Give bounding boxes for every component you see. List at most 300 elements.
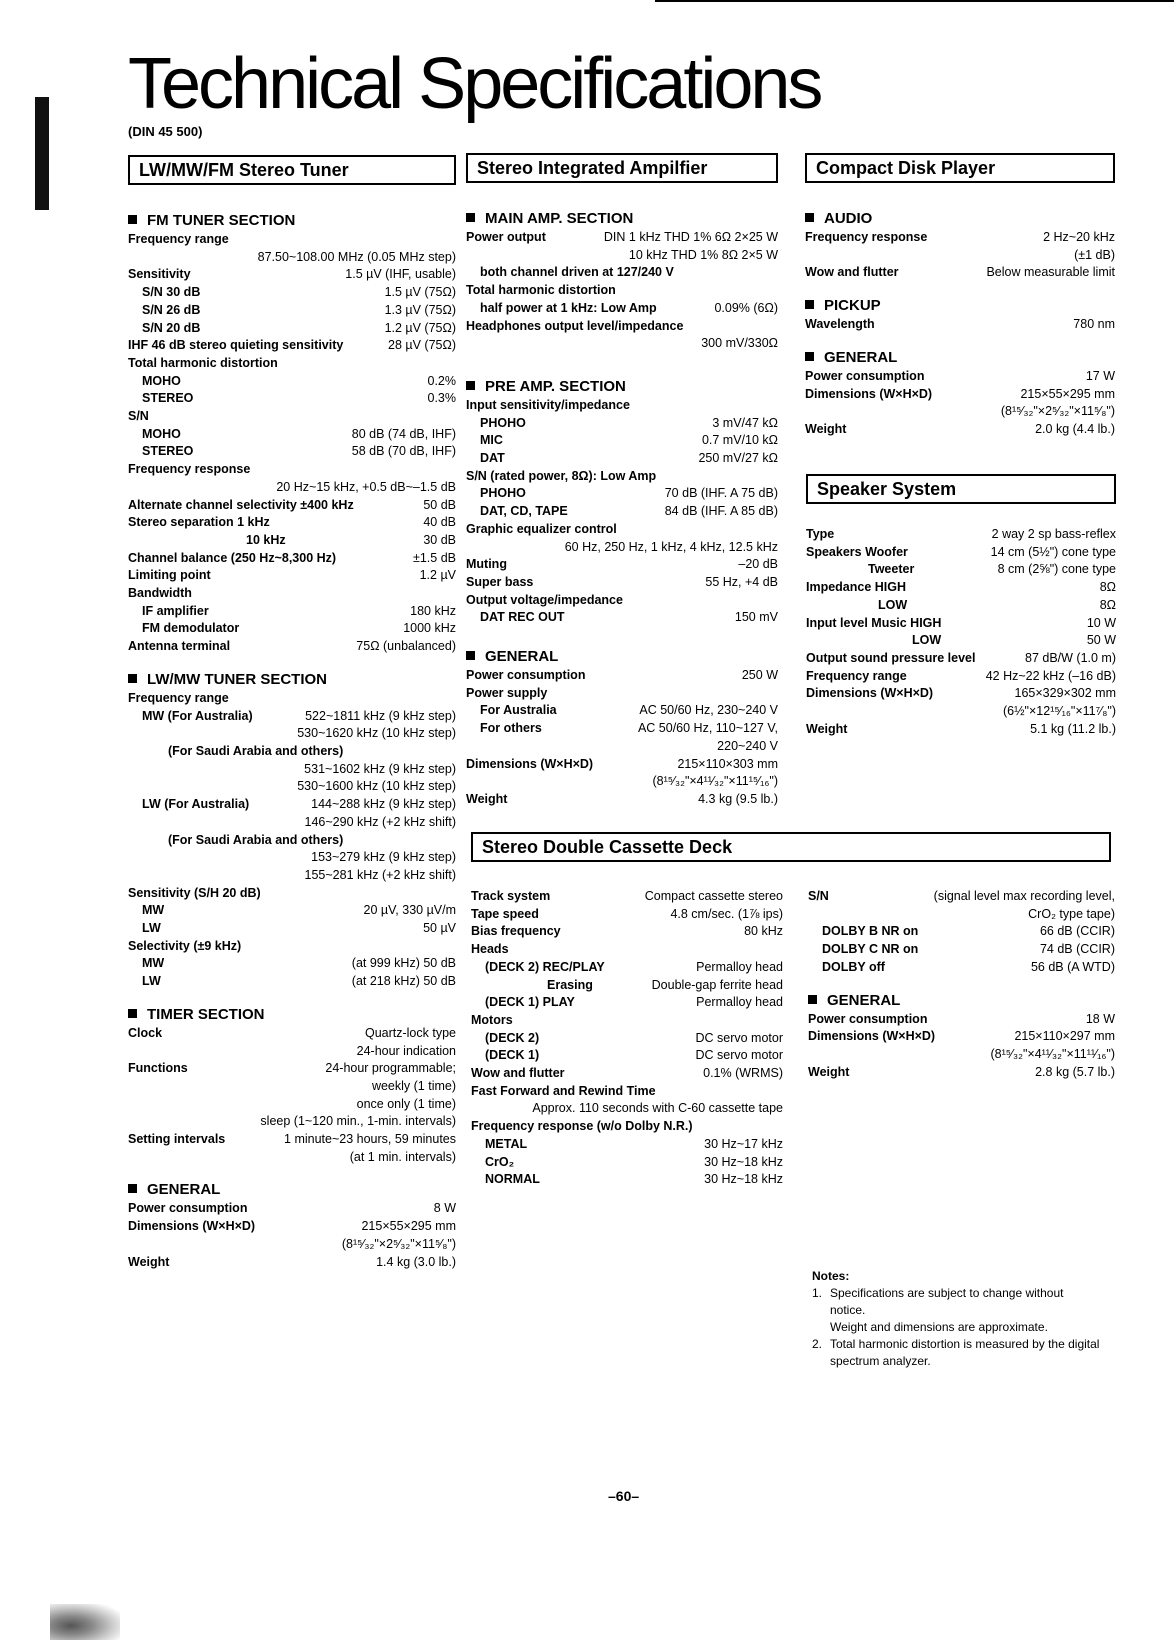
amp-heading: Stereo Integrated Ampilfier — [466, 153, 778, 183]
spec-value: Permalloy head — [696, 959, 783, 974]
spec-value: (at 1 min. intervals) — [349, 1149, 456, 1164]
spec-row — [808, 1028, 1115, 1046]
spec-value: 300 mV/330Ω — [701, 336, 778, 351]
spec-row — [128, 920, 456, 938]
spec-value: 1.5 µV (IHF, usable) — [345, 267, 456, 282]
spec-label: Weight — [466, 791, 508, 806]
spec-row — [128, 284, 456, 302]
tuner-heading: LW/MW/FM Stereo Tuner — [128, 155, 456, 185]
spec-value: 1.5 µV (75Ω) — [384, 285, 456, 300]
spec-label: For Australia — [480, 703, 557, 718]
spec-label: S/N (rated power, 8Ω): Low Amp — [466, 468, 657, 483]
spec-value: 0.7 mV/10 kΩ — [701, 433, 778, 448]
spec-value: 8Ω — [1099, 597, 1116, 612]
spec-row — [466, 667, 778, 685]
spec-label: Motors — [471, 1012, 513, 1027]
spec-row — [128, 973, 456, 991]
spec-value: 522~1811 kHz (9 kHz step) — [305, 708, 456, 723]
spec-value: 215×110×303 mm — [677, 756, 778, 771]
spec-row — [128, 337, 456, 355]
spec-row — [471, 888, 783, 906]
spec-value: 84 dB (IHF. A 85 dB) — [664, 504, 778, 519]
spec-label: Frequency response — [128, 462, 251, 477]
spec-value: (6½"×12¹⁵⁄₁₆"×11⁷⁄₈") — [1003, 704, 1116, 719]
spec-row — [466, 574, 778, 592]
spec-value: (8¹⁵⁄₃₂"×4¹¹⁄₃₂"×11¹⁵⁄₁₆") — [652, 774, 778, 789]
spec-label: (DECK 1) PLAY — [485, 995, 575, 1010]
spec-row — [466, 609, 778, 627]
speaker-heading: Speaker System — [806, 474, 1116, 504]
spec-row — [806, 526, 1116, 544]
spec-value: 75Ω (unbalanced) — [356, 639, 456, 654]
spec-row — [471, 977, 783, 995]
spec-label: Channel balance (250 Hz~8,300 Hz) — [128, 550, 337, 565]
spec-value: (±1 dB) — [1074, 247, 1115, 262]
spec-row — [466, 415, 778, 433]
spec-value: DIN 1 kHz THD 1% 6Ω 2×25 W — [603, 230, 778, 244]
spec-label: Input level Music HIGH — [806, 615, 942, 630]
spec-value: (at 999 kHz) 50 dB — [351, 956, 456, 971]
spec-label: Tweeter — [868, 562, 915, 577]
spec-label: IF amplifier — [142, 603, 209, 618]
spec-label: STEREO — [142, 444, 194, 459]
spec-value: 2.8 kg (5.7 lb.) — [1035, 1064, 1115, 1079]
spec-value: 2 way 2 sp bass-reflex — [991, 527, 1116, 541]
spec-row — [128, 1218, 456, 1236]
spec-label: S/N 30 dB — [142, 285, 201, 300]
spec-row — [805, 229, 1115, 247]
spec-value: 80 dB (74 dB, IHF) — [351, 426, 456, 441]
spec-label: Stereo separation 1 kHz — [128, 515, 270, 530]
spec-label: LW (For Australia) — [142, 797, 250, 812]
spec-row — [471, 1171, 783, 1189]
spec-value: 250 mV/27 kΩ — [698, 451, 778, 466]
spec-label: PHOHO — [480, 415, 526, 430]
spec-label: S/N — [808, 889, 829, 903]
note-line: Total harmonic distortion is measured by the digital spectrum analyzer. — [830, 1337, 1100, 1368]
spec-row — [128, 1025, 456, 1043]
spec-value: (8¹⁵⁄₃₂"×2⁵⁄₃₂"×11⁵⁄₈") — [341, 1236, 456, 1251]
spec-row — [805, 386, 1115, 404]
spec-label: Wow and flutter — [805, 265, 899, 280]
spec-value: 8 W — [433, 1201, 456, 1216]
deck-heading: Stereo Double Cassette Deck — [471, 832, 1111, 862]
spec-label: Muting — [466, 557, 507, 572]
spec-label: Erasing — [547, 977, 593, 992]
spec-label: Input sensitivity/impedance — [466, 397, 630, 412]
spec-row — [128, 567, 456, 585]
spec-label: Frequency range — [128, 690, 229, 705]
spec-row — [471, 906, 783, 924]
spec-row — [471, 994, 783, 1012]
spec-row — [128, 902, 456, 920]
spec-row — [466, 432, 778, 450]
spec-label: LOW — [878, 597, 908, 612]
spec-label: Output sound pressure level — [806, 650, 976, 665]
spec-row — [806, 721, 1116, 739]
spec-value: 18 W — [1085, 1011, 1115, 1026]
spec-row — [805, 316, 1115, 334]
spec-label: Total harmonic distortion — [466, 283, 616, 298]
spec-value: 50 µV — [423, 921, 456, 936]
spec-value: Double-gap ferrite head — [651, 977, 783, 992]
spec-value: 50 W — [1086, 633, 1116, 648]
spec-value: Quartz-lock type — [364, 1025, 456, 1040]
spec-label: both channel driven at 127/240 V — [480, 265, 674, 280]
spec-value: Permalloy head — [696, 995, 783, 1010]
spec-label: Setting intervals — [128, 1132, 226, 1147]
spec-label: Limiting point — [128, 568, 211, 583]
spec-value: 153~279 kHz (9 kHz step) — [311, 850, 456, 865]
spec-row — [128, 1060, 456, 1078]
note-item — [812, 1285, 1102, 1336]
spec-row — [471, 1154, 783, 1172]
spec-row — [128, 1254, 456, 1272]
deck-general-title: GENERAL — [808, 991, 1115, 1011]
spec-value: 55 Hz, +4 dB — [705, 574, 778, 589]
spec-label: Sensitivity (S/H 20 dB) — [128, 885, 261, 900]
spec-row — [466, 556, 778, 574]
spec-label: Dimensions (W×H×D) — [128, 1219, 256, 1234]
spec-row — [806, 544, 1116, 562]
cd-pickup-title: PICKUP — [805, 296, 1115, 316]
spec-row — [128, 955, 456, 973]
spec-label: DAT, CD, TAPE — [480, 504, 568, 519]
deck-left-column — [471, 888, 783, 1189]
spec-label: PHOHO — [480, 486, 526, 501]
spec-row — [806, 579, 1116, 597]
spec-label: DAT REC OUT — [480, 610, 565, 625]
spec-label: Alternate channel selectivity ±400 kHz — [128, 497, 354, 512]
spec-value: 60 Hz, 250 Hz, 1 kHz, 4 kHz, 12.5 kHz — [564, 539, 778, 554]
spec-value: 780 nm — [1073, 317, 1115, 332]
spec-row — [808, 923, 1115, 941]
spec-value: 8Ω — [1099, 580, 1116, 595]
spec-label: Tape speed — [471, 906, 539, 921]
spec-label: Power consumption — [128, 1201, 248, 1216]
tuner-general-title: GENERAL — [128, 1180, 456, 1200]
spec-row — [808, 941, 1115, 959]
spec-value: 30 dB — [423, 532, 456, 547]
spec-row — [808, 888, 1115, 906]
notes-block — [812, 1268, 1102, 1370]
spec-label: Wavelength — [805, 317, 875, 332]
spec-label: Weight — [805, 421, 847, 436]
spec-label: MOHO — [142, 426, 181, 441]
spec-row — [128, 320, 456, 338]
spec-row — [466, 485, 778, 503]
spec-label: Super bass — [466, 574, 534, 589]
spec-row — [128, 708, 456, 726]
spec-label: Selectivity (±9 kHz) — [128, 938, 242, 953]
spec-label: IHF 46 dB stereo quieting sensitivity — [128, 338, 344, 353]
spec-label: 10 kHz — [246, 532, 286, 547]
note-number: 2. — [812, 1337, 823, 1351]
spec-label: Bias frequency — [471, 924, 561, 939]
spec-label: MW — [142, 903, 165, 918]
spec-row — [808, 1011, 1115, 1029]
spec-value: 24-hour programmable; — [325, 1061, 456, 1076]
spec-label: LW — [142, 974, 161, 989]
spec-row — [128, 603, 456, 621]
spec-label: Power consumption — [805, 368, 925, 383]
spec-label: DOLBY off — [822, 959, 885, 974]
spec-value: 20 Hz~15 kHz, +0.5 dB~–1.5 dB — [276, 479, 456, 494]
spec-label: Dimensions (W×H×D) — [466, 756, 594, 771]
spec-row — [471, 1047, 783, 1065]
spec-row — [808, 959, 1115, 977]
spec-row — [128, 638, 456, 656]
spec-value: 66 dB (CCIR) — [1039, 924, 1115, 939]
spec-value: 0.2% — [427, 373, 456, 388]
spec-label: S/N 20 dB — [142, 320, 201, 335]
pre-amp-title: PRE AMP. SECTION — [466, 377, 778, 397]
spec-label: FM demodulator — [142, 621, 240, 636]
spec-row — [806, 561, 1116, 579]
spec-label: Sensitivity — [128, 267, 191, 282]
spec-value: CrO₂ type tape) — [1028, 906, 1115, 921]
spec-label: (DECK 2) — [485, 1030, 540, 1045]
spec-row — [466, 300, 778, 318]
fm-freq-value: 87.50~108.00 MHz (0.05 MHz step) — [257, 249, 456, 264]
note-line: Weight and dimensions are approximate. — [830, 1320, 1048, 1334]
spec-value: 531~1602 kHz (9 kHz step) — [304, 761, 456, 776]
spec-value: 144~288 kHz (9 kHz step) — [311, 797, 456, 812]
spec-row — [128, 266, 456, 284]
spec-value: 56 dB (A WTD) — [1030, 959, 1115, 974]
spec-value: 220~240 V — [717, 738, 778, 753]
spec-row — [806, 632, 1116, 650]
spec-label: Functions — [128, 1061, 188, 1076]
spec-value: Below measurable limit — [986, 265, 1115, 280]
deck-right-column — [808, 888, 1115, 1081]
spec-value: 58 dB (70 dB, IHF) — [351, 444, 456, 459]
spec-label: Total harmonic distortion — [128, 355, 278, 370]
spec-value: once only (1 time) — [356, 1096, 456, 1111]
spec-value: 87 dB/W (1.0 m) — [1025, 650, 1116, 665]
spec-row — [805, 368, 1115, 386]
spec-label: Impedance HIGH — [806, 580, 907, 595]
spec-row — [128, 302, 456, 320]
spec-label: DAT — [480, 451, 505, 466]
spec-label: Weight — [808, 1064, 850, 1079]
spec-label: Frequency response (w/o Dolby N.R.) — [471, 1119, 693, 1134]
spec-value: 74 dB (CCIR) — [1039, 942, 1115, 957]
spec-row — [128, 532, 456, 550]
spec-label: STEREO — [142, 391, 194, 406]
spec-row — [471, 959, 783, 977]
spec-label: For others — [480, 721, 542, 736]
spec-label: Headphones output level/impedance — [466, 318, 684, 333]
spec-value: (at 218 kHz) 50 dB — [351, 974, 456, 989]
spec-value: 10 kHz THD 1% 8Ω 2×5 W — [628, 247, 778, 262]
cd-general-title: GENERAL — [805, 348, 1115, 368]
spec-value: 0.09% (6Ω) — [714, 300, 778, 315]
spec-row — [471, 1030, 783, 1048]
spec-label: Frequency response — [805, 230, 928, 244]
spec-value: 20 µV, 330 µV/m — [363, 903, 456, 918]
spec-label: MOHO — [142, 373, 181, 388]
spec-value: 42 Hz~22 kHz (–16 dB) — [985, 668, 1116, 683]
spec-label: Dimensions (W×H×D) — [805, 386, 933, 401]
spec-label: Track system — [471, 889, 551, 903]
spec-label: NORMAL — [485, 1172, 540, 1187]
spec-value: 1.2 µV — [419, 568, 456, 583]
spec-row — [128, 620, 456, 638]
edge-tab-marker — [35, 97, 49, 210]
speaker-column — [806, 474, 1116, 738]
spec-value: 530~1600 kHz (10 kHz step) — [297, 779, 456, 794]
spec-value: 70 dB (IHF. A 75 dB) — [664, 486, 778, 501]
spec-label: half power at 1 kHz: Low Amp — [480, 300, 657, 315]
spec-value: sleep (1~120 min., 1-min. intervals) — [260, 1114, 456, 1129]
spec-label: (For Saudi Arabia and others) — [168, 832, 344, 847]
spec-label: S/N 26 dB — [142, 302, 201, 317]
spec-label: Wow and flutter — [471, 1066, 565, 1081]
spec-label: Power supply — [466, 685, 548, 700]
spec-label: (DECK 2) REC/PLAY — [485, 959, 605, 974]
fm-freq-label: Frequency range — [128, 232, 229, 246]
spec-row — [128, 1131, 456, 1149]
spec-value: 4.3 kg (9.5 lb.) — [698, 791, 778, 806]
spec-label: Bandwidth — [128, 586, 192, 601]
spec-label: Type — [806, 527, 835, 541]
spec-value: 10 W — [1086, 615, 1116, 630]
spec-row — [128, 373, 456, 391]
spec-value: 2 Hz~20 kHz — [1043, 230, 1115, 244]
spec-value: 180 kHz — [410, 603, 456, 618]
spec-label: Output voltage/impedance — [466, 592, 623, 607]
spec-row — [128, 550, 456, 568]
spec-value: 5.1 kg (11.2 lb.) — [1030, 721, 1116, 736]
spec-row — [466, 702, 778, 720]
spec-label: Power consumption — [466, 668, 586, 683]
spec-row — [128, 443, 456, 461]
spec-row — [466, 229, 778, 247]
spec-value: (8¹⁵⁄₃₂"×4¹¹⁄₃₂"×11¹¹⁄₁₆") — [990, 1046, 1115, 1061]
spec-label: MIC — [480, 433, 503, 448]
spec-value: 40 dB — [423, 515, 456, 530]
spec-row — [466, 720, 778, 738]
spec-value: 215×55×295 mm — [1020, 386, 1115, 401]
spec-label: Heads — [471, 942, 509, 957]
amp-general-title: GENERAL — [466, 647, 778, 667]
spec-row — [805, 421, 1115, 439]
spec-value: AC 50/60 Hz, 230~240 V — [639, 703, 778, 718]
spec-value: 250 W — [741, 668, 778, 683]
spec-label: Antenna terminal — [128, 639, 231, 654]
spec-value: 80 kHz — [744, 924, 783, 939]
spec-value: 30 Hz~18 kHz — [704, 1154, 783, 1169]
fm-section-title: FM TUNER SECTION — [128, 211, 456, 231]
spec-value: Approx. 110 seconds with C-60 cassette tape — [532, 1101, 783, 1116]
page-number: –60– — [608, 1488, 640, 1504]
spec-value: 50 dB — [423, 497, 456, 512]
page-title: Technical Specifications — [128, 44, 821, 124]
spec-label: MW (For Australia) — [142, 708, 253, 723]
spec-row — [466, 503, 778, 521]
spec-row — [128, 796, 456, 814]
spec-value: (signal level max recording level, — [933, 889, 1115, 903]
spec-value: 1.2 µV (75Ω) — [384, 320, 456, 335]
main-amp-title: MAIN AMP. SECTION — [466, 209, 778, 229]
spec-label: Frequency range — [806, 668, 907, 683]
spec-value: 150 mV — [734, 610, 778, 625]
top-rule — [655, 0, 1174, 2]
spec-value: 1.3 µV (75Ω) — [384, 302, 456, 317]
spec-value: 24-hour indication — [356, 1043, 456, 1058]
spec-value: 17 W — [1085, 368, 1115, 383]
spec-value: 4.8 cm/sec. (1⅞ ips) — [670, 906, 783, 921]
spec-label: Power consumption — [808, 1011, 928, 1026]
spec-value: 28 µV (75Ω) — [388, 338, 456, 353]
spec-row — [808, 1064, 1115, 1082]
spec-value: 0.1% (WRMS) — [703, 1066, 783, 1081]
cd-heading: Compact Disk Player — [805, 153, 1115, 183]
spec-value: 155~281 kHz (+2 kHz shift) — [304, 867, 456, 882]
spec-value: 0.3% — [427, 391, 456, 406]
spec-label: MW — [142, 956, 165, 971]
spec-value: (8¹⁵⁄₃₂"×2⁵⁄₃₂"×11⁵⁄₈") — [1000, 404, 1115, 419]
spec-value: 1.4 kg (3.0 lb.) — [376, 1254, 456, 1269]
spec-value: 530~1620 kHz (10 kHz step) — [297, 726, 456, 741]
spec-label: LOW — [912, 633, 942, 648]
spec-row — [128, 426, 456, 444]
spec-label: CrO₂ — [485, 1154, 515, 1169]
note-text — [830, 1285, 1102, 1336]
spec-value: 165×329×302 mm — [1014, 686, 1116, 701]
spec-row — [466, 756, 778, 774]
spec-label: DOLBY C NR on — [822, 942, 919, 957]
spec-row — [806, 685, 1116, 703]
spec-row — [128, 1200, 456, 1218]
spec-label: (DECK 1) — [485, 1048, 540, 1063]
spec-row — [805, 264, 1115, 282]
spec-label: Graphic equalizer control — [466, 521, 617, 536]
cd-column — [805, 153, 1115, 439]
spec-value: AC 50/60 Hz, 110~127 V, — [637, 721, 778, 736]
spec-value: 30 Hz~17 kHz — [704, 1136, 783, 1151]
spec-label: Speakers Woofer — [806, 544, 908, 559]
spec-label: Clock — [128, 1025, 163, 1040]
spec-value: 215×110×297 mm — [1014, 1029, 1115, 1044]
spec-label: Fast Forward and Rewind Time — [471, 1083, 656, 1098]
spec-row — [128, 497, 456, 515]
spec-row — [466, 791, 778, 809]
spec-value: 215×55×295 mm — [361, 1219, 456, 1234]
spec-value: ±1.5 dB — [413, 550, 456, 565]
amp-column — [466, 153, 778, 809]
spec-row — [466, 450, 778, 468]
spec-value: 146~290 kHz (+2 kHz shift) — [304, 814, 456, 829]
spec-value: 2.0 kg (4.4 lb.) — [1035, 421, 1115, 436]
spec-row — [806, 668, 1116, 686]
spec-label: (For Saudi Arabia and others) — [168, 743, 344, 758]
spec-label: DOLBY B NR on — [822, 924, 919, 939]
spec-label: Weight — [128, 1254, 170, 1269]
spec-label: Power output — [466, 230, 546, 244]
page-subtitle: (DIN 45 500) — [128, 124, 203, 139]
spec-label: LW — [142, 921, 161, 936]
spec-row — [471, 1136, 783, 1154]
spec-row — [471, 923, 783, 941]
spec-value: 1000 kHz — [403, 621, 456, 636]
spec-row — [128, 390, 456, 408]
spec-row — [806, 615, 1116, 633]
spec-row — [471, 1065, 783, 1083]
notes-title: Notes: — [812, 1269, 850, 1283]
note-item — [812, 1336, 1102, 1370]
